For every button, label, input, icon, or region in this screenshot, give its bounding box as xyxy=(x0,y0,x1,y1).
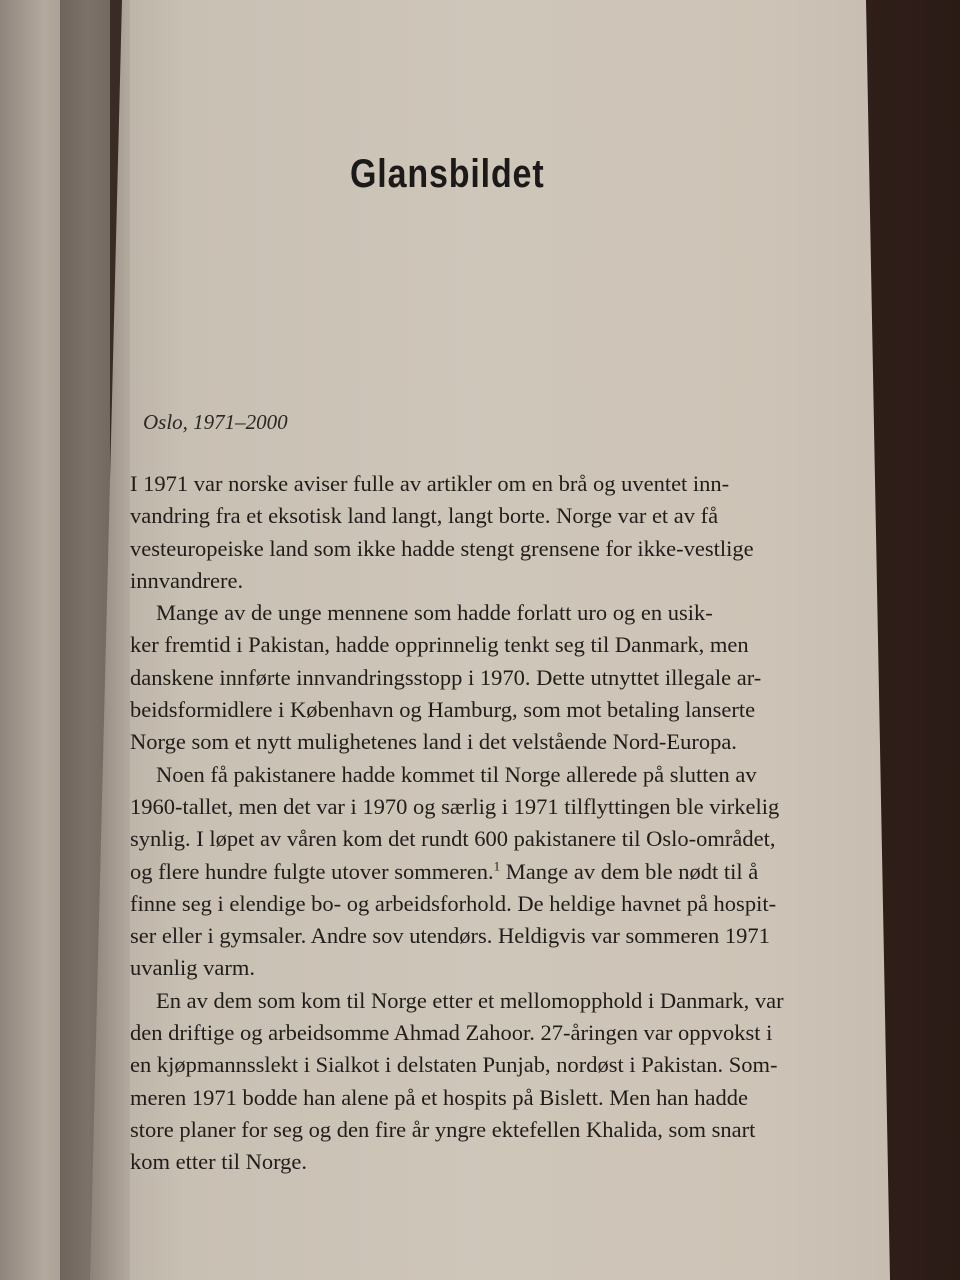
text-line: Noen få pakistanere hadde kommet til Norge allerede på slutten av xyxy=(156,761,757,787)
chapter-subtitle: Oslo, 1971–2000 xyxy=(143,410,288,434)
text-line: beidsformidlere i København og Hamburg, som mot betaling lanserte xyxy=(130,697,756,723)
text-line: den driftige og arbeidsomme Ahmad Zahoor. 27-åringen var oppvokst i xyxy=(130,1020,773,1046)
body-text xyxy=(130,468,850,1179)
text-line: finne seg i elendige bo- og arbeidsforhold. De heldige havnet på hospit- xyxy=(130,890,777,916)
text-segment: og flere hundre fulgte utover sommeren. xyxy=(130,858,494,884)
text-line: uvanlig varm. xyxy=(130,955,255,981)
text-line: Mange av de unge mennene som hadde forlatt uro og en usik- xyxy=(156,600,713,626)
text-line-with-footnote xyxy=(130,856,850,888)
text-line: ker fremtid i Pakistan, hadde opprinnelig tenkt seg til Danmark, men xyxy=(130,632,749,658)
text-line: danskene innførte innvandringsstopp i 1970. Dette utnyttet illegale ar- xyxy=(130,664,762,690)
text-line: ser eller i gymsaler. Andre sov utendørs. Heldigvis var sommeren 1971 xyxy=(130,923,770,949)
paragraph-2 xyxy=(130,597,850,758)
text-line: kom etter til Norge. xyxy=(130,1149,308,1175)
paragraph-3 xyxy=(130,759,850,985)
paragraph-4 xyxy=(130,985,850,1179)
text-line: en kjøpmannsslekt i Sialkot i delstaten Punjab, nordøst i Pakistan. Som- xyxy=(130,1052,778,1078)
chapter-title: Glansbildet xyxy=(350,152,545,196)
text-line: synlig. I løpet av våren kom det rundt 600 pakistanere til Oslo-området, xyxy=(130,826,776,852)
text-line: Norge som et nytt mulighetenes land i det velstående Nord-Europa. xyxy=(130,729,737,755)
text-line: vesteuropeiske land som ikke hadde stengt grensene for ikke-vestlige xyxy=(130,535,754,561)
text-segment: Mange av dem ble nødt til å xyxy=(500,858,759,884)
text-line: store planer for seg og den fire år yngre ektefellen Khalida, som snart xyxy=(130,1116,756,1142)
gutter-shadow xyxy=(60,0,130,1280)
text-line: I 1971 var norske aviser fulle av artikler om en brå og uventet inn- xyxy=(130,471,730,496)
text-line: meren 1971 bodde han alene på et hospits på Bislett. Men han hadde xyxy=(130,1084,748,1110)
text-line: En av dem som kom til Norge etter et mellomopphold i Danmark, var xyxy=(156,987,784,1013)
text-line: innvandrere. xyxy=(130,567,244,593)
text-line: 1960-tallet, men det var i 1970 og særlig i 1971 tilflyttingen ble virkelig xyxy=(130,793,780,819)
text-line: vandring fra et eksotisk land langt, langt borte. Norge var et av få xyxy=(130,503,719,529)
footnote-marker[interactable]: 1 xyxy=(493,858,501,874)
paragraph-1 xyxy=(130,468,850,597)
